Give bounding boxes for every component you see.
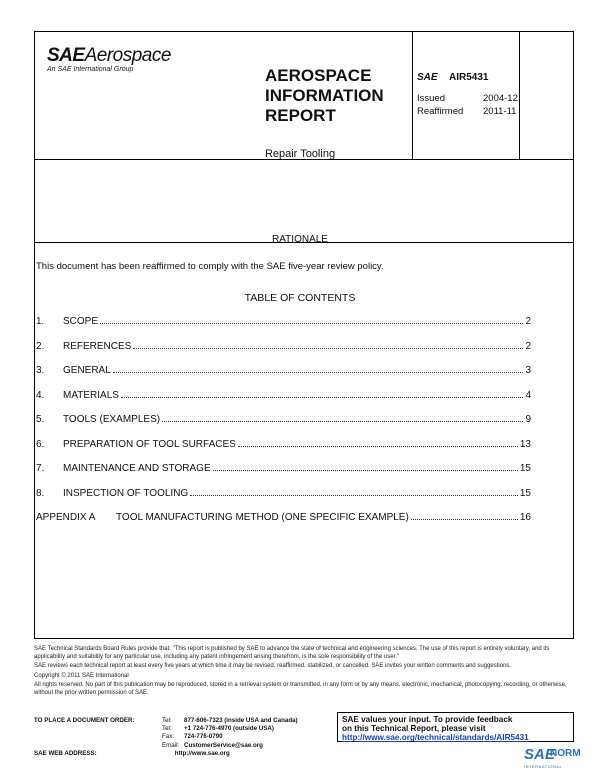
tel-value: 877-606-7323 (inside USA and Canada) — [184, 717, 298, 724]
web-label: SAE WEB ADDRESS: — [34, 750, 97, 757]
fax-key: Fax: — [162, 733, 175, 741]
sae-aerospace-logo — [47, 45, 171, 73]
email-key: Email: — [162, 741, 180, 749]
toc-title: GENERAL — [63, 365, 111, 376]
toc-entry[interactable] — [36, 439, 531, 464]
table-of-contents — [36, 316, 531, 537]
toc-number: 3. — [36, 365, 45, 376]
order-contact — [34, 717, 298, 750]
toc-page: 4 — [525, 389, 531, 401]
document-dates — [417, 92, 518, 118]
toc-title: MATERIALS — [63, 389, 119, 401]
toc-entry[interactable] — [36, 488, 531, 513]
feedback-line-2: on this Technical Report, please visit — [342, 724, 486, 733]
toc-entry[interactable] — [36, 316, 531, 341]
header-divider-left — [412, 32, 413, 159]
toc-number: 5. — [36, 414, 45, 425]
watermark-sub: INTERNATIONAL — [524, 764, 563, 769]
toc-leader — [213, 470, 518, 471]
document-title: Repair Tooling — [264, 148, 336, 160]
web-address — [34, 750, 230, 757]
toc-page: 2 — [525, 340, 531, 352]
tel-key: Tel: — [162, 717, 172, 724]
feedback-link[interactable]: http://www.sae.org/technical/standards/AIR5431 — [342, 733, 529, 742]
sae-mini-logo: SAE — [417, 72, 438, 83]
tel2-key: Tel: — [162, 725, 172, 733]
doc-type-line: AEROSPACE — [265, 66, 372, 85]
header-divider-right — [519, 32, 520, 159]
reaffirmed-value: 2011-11 — [483, 106, 517, 117]
rationale-text: This document has been reaffirmed to comply with the SAE five-year review policy. — [36, 261, 384, 272]
watermark-brand: SAE — [524, 746, 555, 763]
logo-product: Aerospace — [84, 45, 171, 66]
toc-number: 4. — [36, 389, 45, 401]
watermark-name: NORM — [550, 748, 581, 759]
toc-leader — [190, 495, 518, 496]
tel2-value: +1 724-776-4970 (outside USA) — [184, 725, 274, 733]
rights-reserved: All rights reserved. No part of this publication may be reproduced, stored in a retrieval system or transmitted, in any form or by any means, electronic, mechanical, photocopying, recording, or otherwise, without the prior written permission of SAE. — [34, 681, 567, 697]
document-number: AIR5431 — [449, 72, 489, 83]
doc-type-line: INFORMATION — [265, 86, 384, 105]
toc-entry[interactable] — [36, 341, 531, 366]
appendix-label: APPENDIX A — [36, 512, 96, 523]
appendix-title: TOOL MANUFACTURING METHOD (ONE SPECIFIC EXAMPLE) — [116, 512, 409, 523]
toc-title: MAINTENANCE AND STORAGE — [63, 463, 211, 474]
copyright: Copyright © 2011 SAE International — [34, 672, 129, 679]
toc-title: TOOLS (EXAMPLES) — [63, 414, 161, 425]
toc-title: SCOPE — [63, 316, 99, 327]
toc-entry[interactable] — [36, 414, 531, 439]
toc-leader — [162, 421, 523, 422]
toc-heading: TABLE OF CONTENTS — [244, 292, 356, 304]
toc-page: 15 — [519, 463, 531, 474]
order-label: TO PLACE A DOCUMENT ORDER: — [34, 717, 135, 724]
reaffirmed-row — [417, 105, 518, 118]
feedback-box — [337, 712, 574, 742]
toc-number: 1. — [36, 316, 45, 327]
toc-number: 6. — [36, 438, 45, 450]
toc-page: 2 — [525, 316, 531, 327]
toc-entry[interactable] — [36, 365, 531, 390]
toc-page: 9 — [525, 414, 531, 425]
toc-title: INSPECTION OF TOOLING — [63, 487, 189, 499]
toc-leader — [121, 397, 524, 398]
legal-fine-print — [34, 645, 574, 698]
reaffirmed-label: Reaffirmed — [417, 106, 464, 117]
toc-number: 8. — [36, 487, 45, 499]
toc-page: 3 — [525, 365, 531, 376]
rationale-heading: RATIONALE — [272, 234, 328, 245]
toc-appendix-entry[interactable] — [36, 512, 531, 537]
toc-page: 13 — [519, 438, 531, 450]
toc-entry[interactable] — [36, 463, 531, 488]
fax-value: 724-776-0790 — [184, 733, 223, 741]
toc-leader — [238, 446, 518, 447]
fine-print-review: SAE reviews each technical report at least every five years at which time it may be revised, reaffirmed, stabilized, or cancelled. SAE invites your written comments and suggestions. — [34, 663, 512, 670]
toc-page: 15 — [519, 487, 531, 499]
issued-value: 2004-12 — [483, 93, 518, 104]
toc-number: 2. — [36, 340, 45, 352]
toc-leader — [411, 519, 518, 520]
issued-label: Issued — [417, 93, 445, 104]
toc-title: PREPARATION OF TOOL SURFACES — [63, 438, 236, 450]
doc-type-line: REPORT — [265, 106, 336, 125]
toc-title: REFERENCES — [63, 340, 132, 352]
logo-tagline: An SAE International Group — [47, 66, 134, 73]
toc-number: 7. — [36, 463, 45, 474]
toc-entry[interactable] — [36, 390, 531, 415]
appendix-page: 16 — [519, 512, 531, 523]
feedback-line-1: SAE values your input. To provide feedback — [342, 715, 513, 724]
web-link[interactable]: http://www.sae.org — [174, 750, 230, 757]
toc-leader — [133, 348, 523, 349]
sae-norm-watermark — [524, 746, 600, 772]
toc-leader — [113, 372, 524, 373]
logo-brand: SAE — [47, 45, 85, 66]
issued-row — [417, 92, 518, 105]
email-value[interactable]: CustomerService@sae.org — [184, 741, 263, 749]
toc-leader — [100, 323, 523, 324]
document-type — [265, 66, 384, 126]
fine-print-rules: SAE Technical Standards Board Rules provide that: "This report is published by SAE to advance the state of technical and engineering sciences. The use of this report is entirely voluntary, and its applicability and suitability for any particular use, including any patent infringement arising therefrom, is the sole responsibility of the user." — [34, 646, 550, 661]
